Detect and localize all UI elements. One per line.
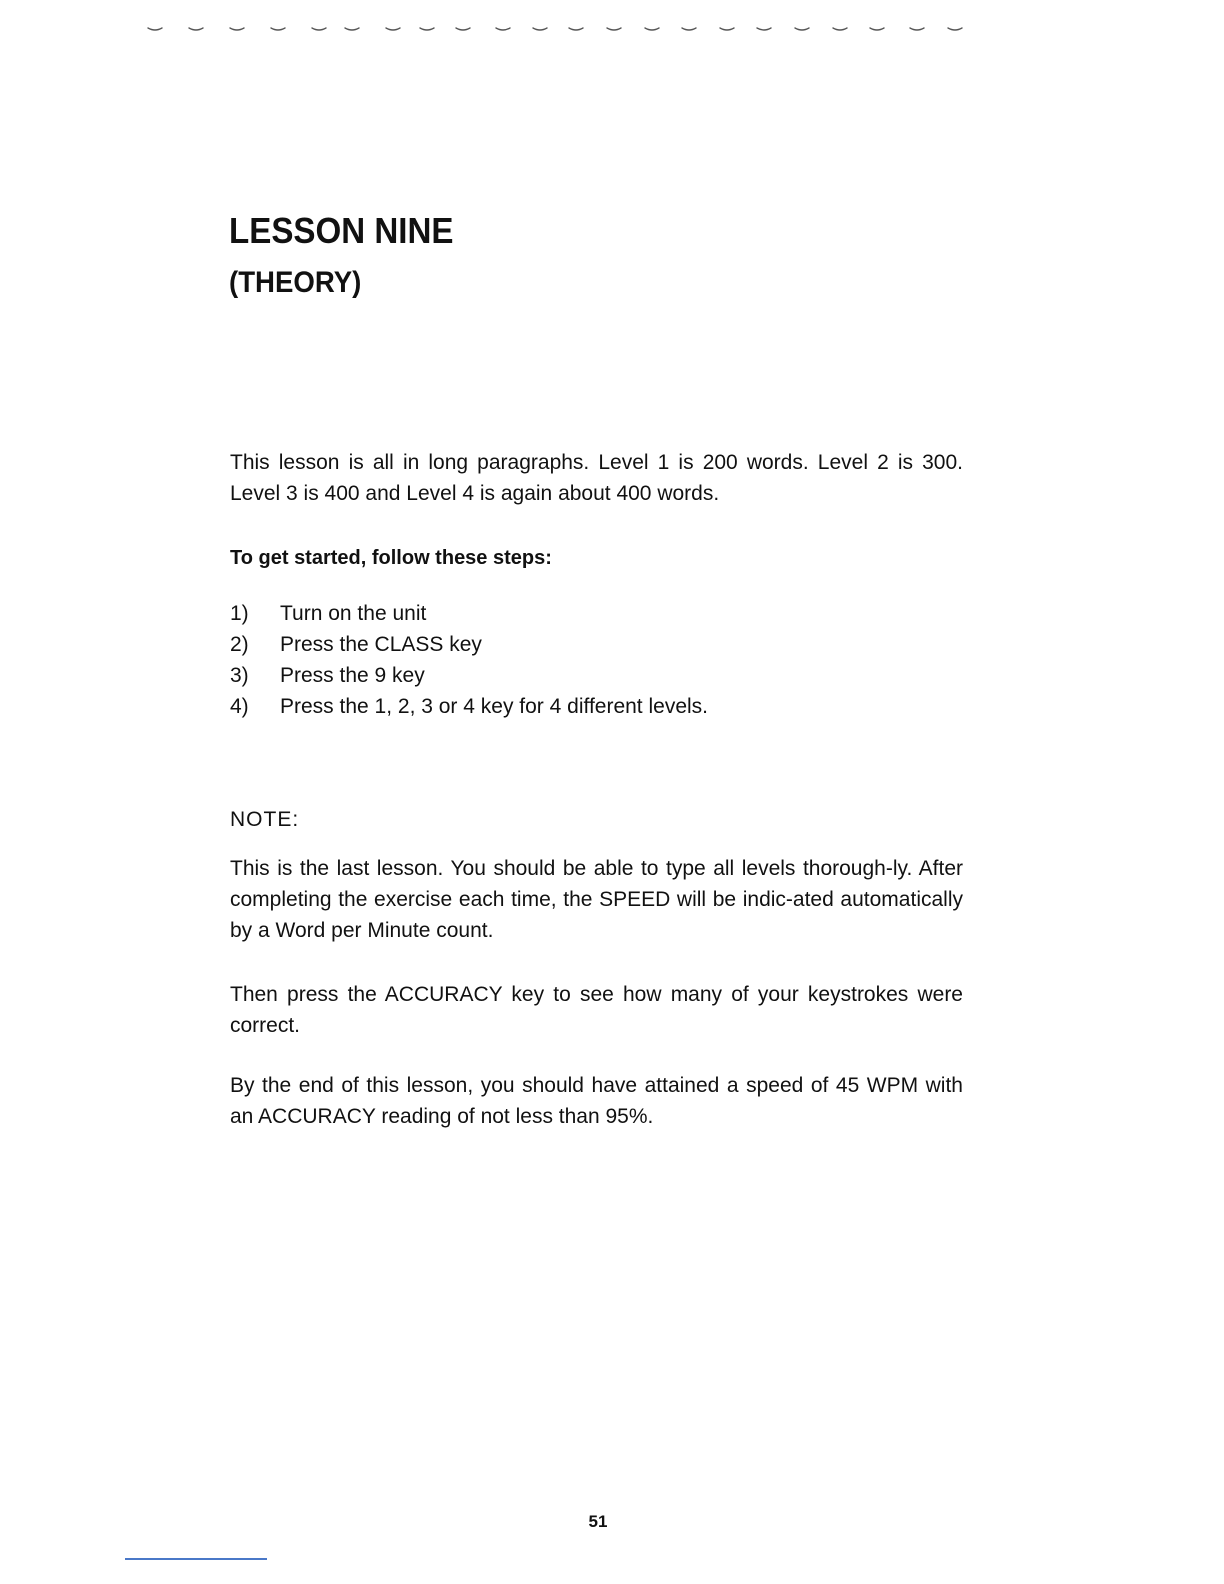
binding-holes-decoration	[140, 18, 970, 42]
list-item	[230, 629, 708, 660]
step-number: 4)	[230, 695, 249, 718]
step-number: 3)	[230, 664, 249, 687]
steps-heading: To get started, follow these steps:	[230, 547, 552, 569]
lesson-subtitle: (THEORY)	[229, 266, 362, 299]
note-paragraph-last-lesson: This is the last lesson. You should be able to type all levels thorough-ly. After completing the exercise each time, the SPEED will be indic-ated automatically by a Word per Minute count.	[230, 857, 963, 942]
step-text: Press the 9 key	[280, 664, 425, 687]
page-number: 51	[588, 1512, 608, 1531]
lesson-heading	[229, 208, 473, 306]
note-paragraph-accuracy: Then press the ACCURACY key to see how many of your keystrokes were correct.	[230, 983, 963, 1037]
list-item	[230, 660, 708, 691]
list-item	[230, 691, 708, 722]
step-number: 1)	[230, 602, 249, 625]
step-number: 2)	[230, 633, 249, 656]
step-text: Turn on the unit	[280, 602, 427, 625]
steps-list	[230, 598, 708, 722]
note-label: NOTE:	[230, 808, 300, 831]
step-text: Press the 1, 2, 3 or 4 key for 4 different levels.	[280, 695, 708, 718]
lesson-title: LESSON NINE	[229, 210, 454, 251]
note-paragraph-goal: By the end of this lesson, you should have attained a speed of 45 WPM with an ACCURACY reading of not less than 95%.	[230, 1074, 963, 1128]
step-text: Press the CLASS key	[280, 633, 482, 656]
footer-divider	[125, 1558, 267, 1560]
intro-paragraph: This lesson is all in long paragraphs. Level 1 is 200 words. Level 2 is 300. Level 3 is 400 and Level 4 is again about 400 words.	[230, 451, 963, 505]
list-item	[230, 598, 708, 629]
